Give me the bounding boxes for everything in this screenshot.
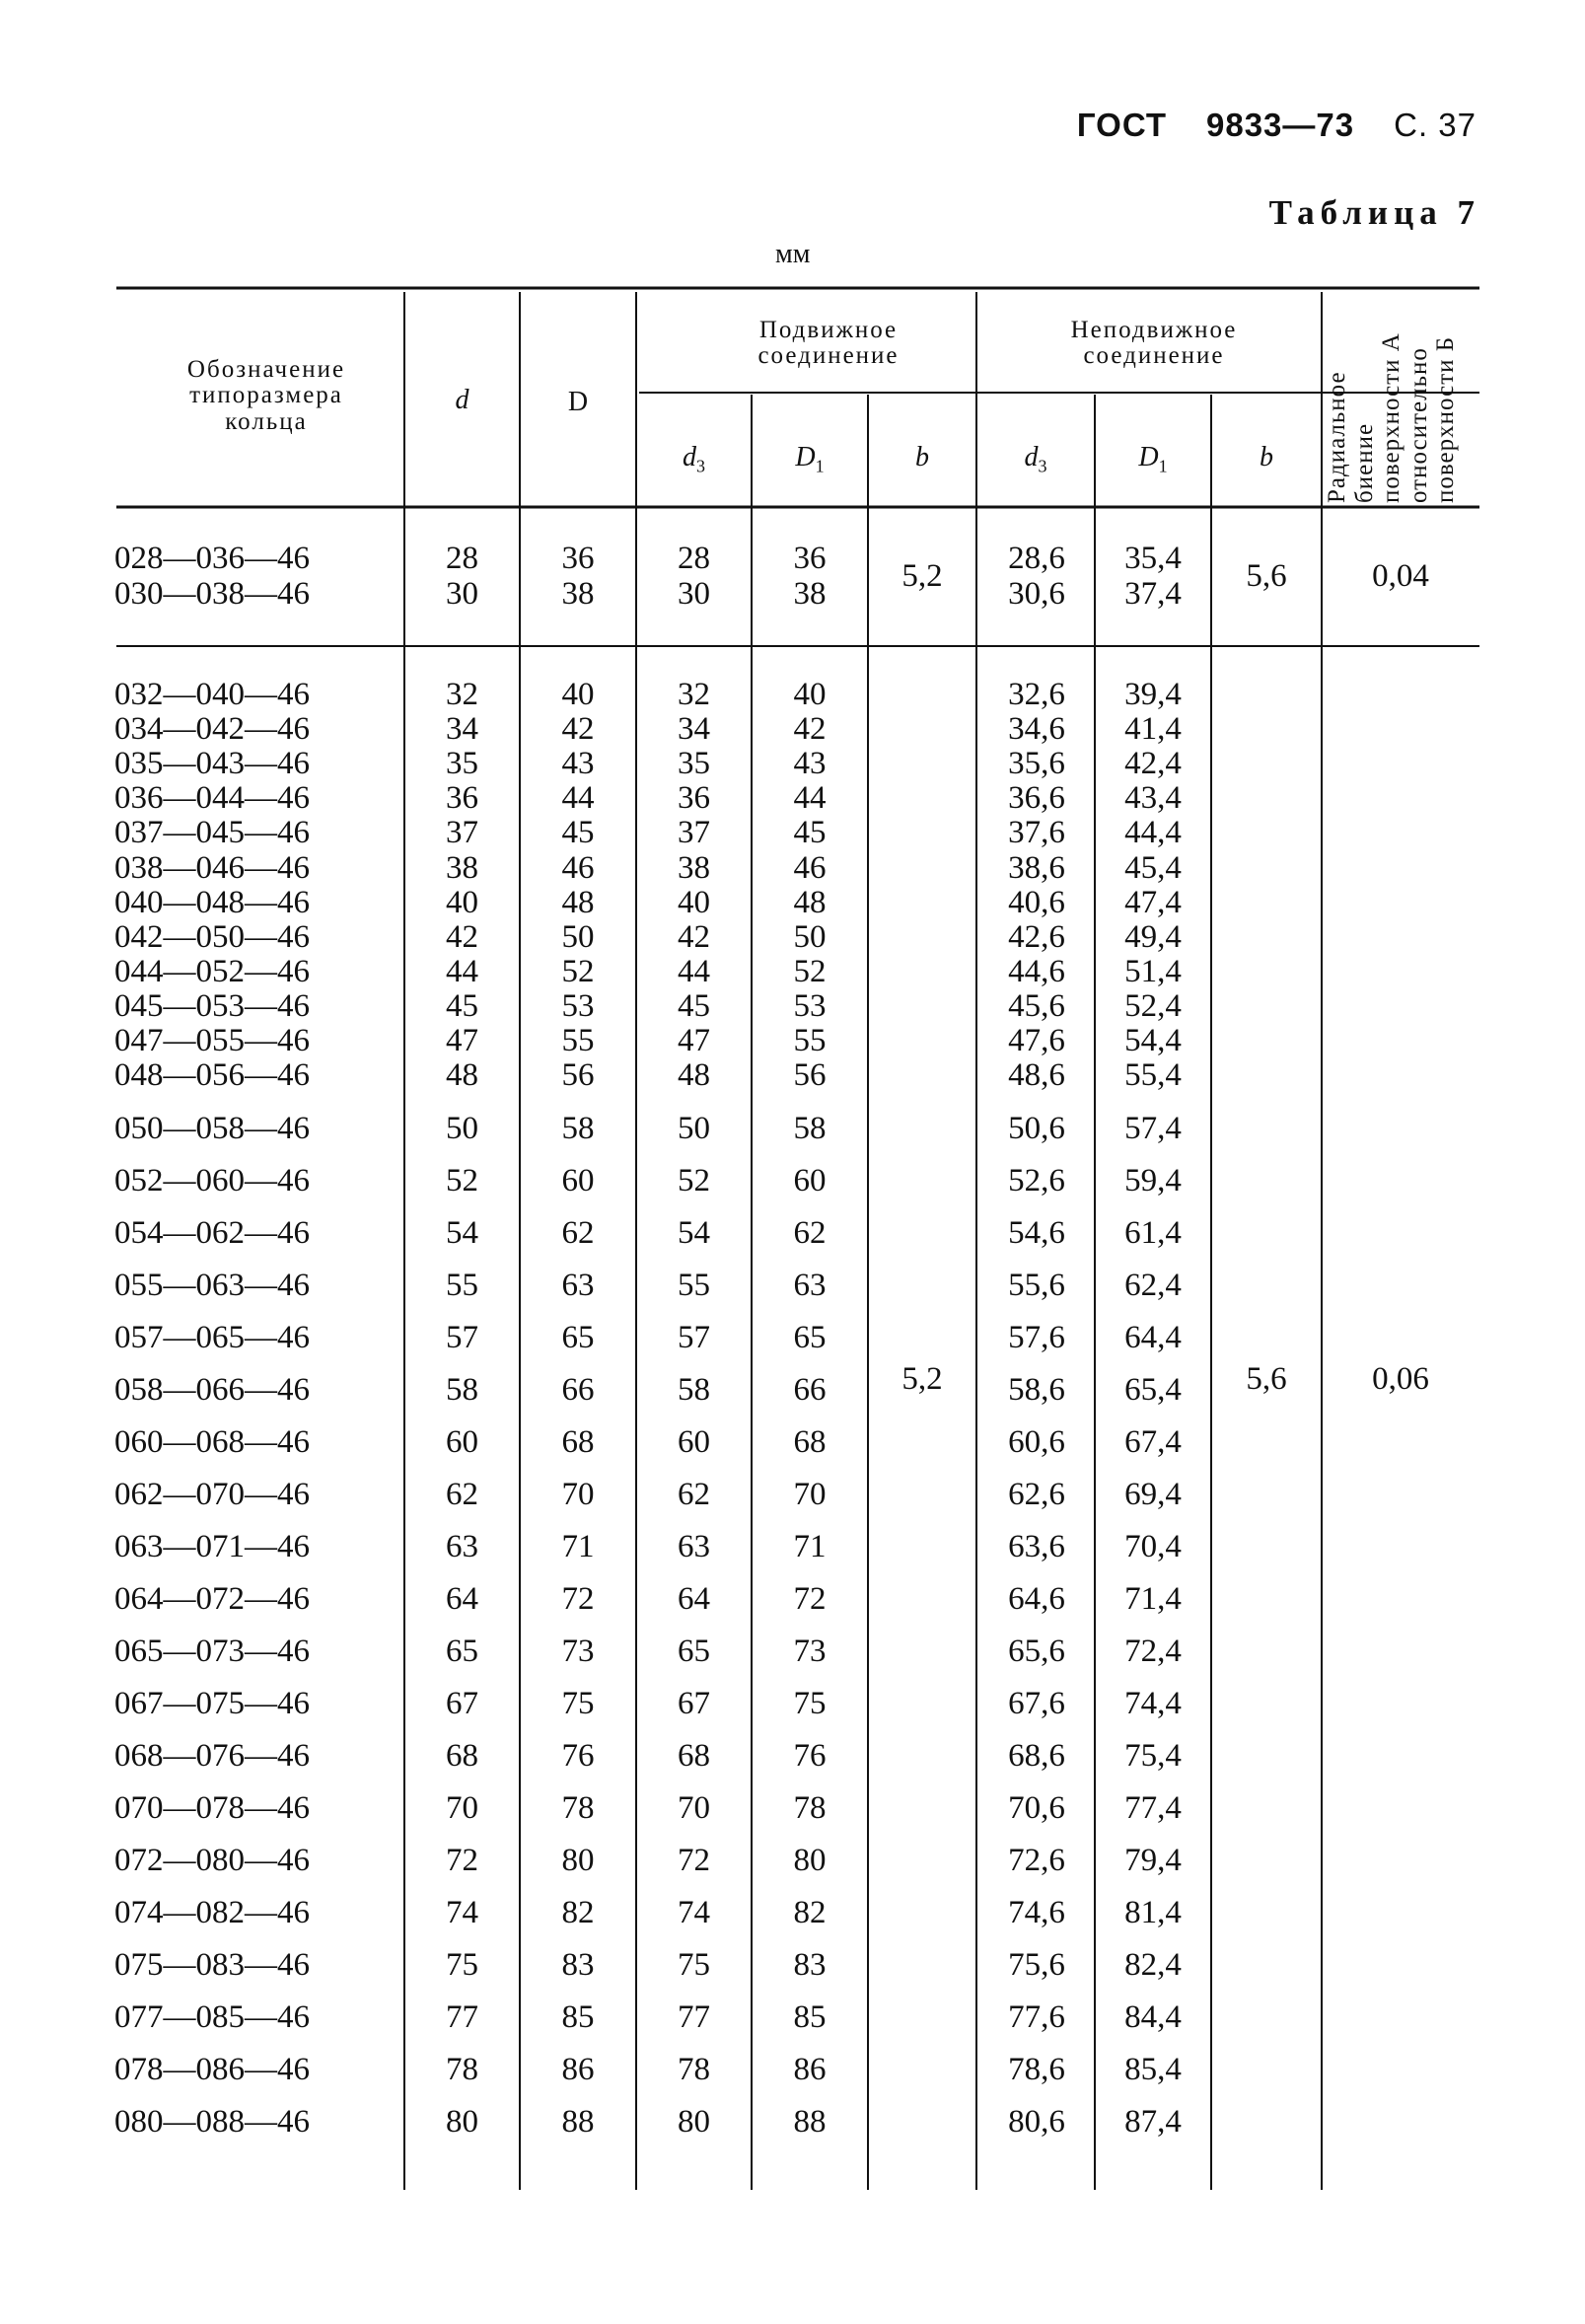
movable-D1-header: $D_1$ (795, 442, 825, 476)
table-cell-f-d3: 60,6 (1008, 1424, 1065, 1460)
table-cell-d: 65 (446, 1634, 478, 1669)
table-cell-D: 56 (561, 1057, 595, 1094)
table-cell-f-d3: 40,6 (1008, 884, 1065, 920)
table-cell-f-D1: 62,4 (1124, 1268, 1182, 1303)
table-cell-m-d3: 64 (678, 1581, 710, 1617)
table-cell-f-d3: 34,6 (1008, 711, 1065, 748)
table-cell-d: 78 (446, 2052, 478, 2087)
table-cell-designation: 077—085—46 (114, 1999, 310, 2035)
table-cell-designation: 075—083—46 (114, 1947, 310, 1983)
runout-value: 0,04 (1372, 558, 1429, 594)
table-cell-designation: 047—055—46 (114, 1023, 310, 1058)
table-cell-f-D1: 87,4 (1124, 2104, 1182, 2140)
table-cell-designation: 057—065—46 (114, 1320, 310, 1355)
movable-d3-header: $d_3$ (683, 442, 705, 476)
table-cell-f-D1: 69,4 (1124, 1477, 1182, 1512)
table-cell-D: 65 (561, 1320, 595, 1355)
table-cell-m-D1: 70 (793, 1477, 827, 1512)
table-cell-designation: 037—045—46 (114, 815, 310, 851)
table-cell-f-D1: 65,4 (1124, 1372, 1182, 1408)
table-cell-f-D1: 41,4 (1124, 711, 1182, 748)
table-cell-f-d3: 35,6 (1008, 746, 1065, 782)
table-cell-m-D1: 85 (793, 1999, 827, 2035)
table-cell-m-d3: 50 (678, 1111, 710, 1146)
d-column-header: d (455, 385, 469, 415)
table-cell-designation: 063—071—46 (114, 1529, 310, 1564)
table-cell-D: 85 (561, 1999, 595, 2035)
table-cell-D: 63 (561, 1268, 595, 1303)
table-cell-m-d3: 34 (678, 711, 710, 748)
table-cell-f-D1: 47,4 (1124, 884, 1182, 920)
table-cell-m-d3: 32 (678, 677, 710, 712)
table-cell-D: 50 (561, 918, 595, 955)
table-cell-d: 70 (446, 1790, 478, 1826)
table-cell-designation: 067—075—46 (114, 1686, 310, 1721)
table-cell-designation: 080—088—46 (114, 2104, 310, 2140)
table-cell-f-D1: 43,4 (1124, 780, 1182, 817)
table-cell-m-d3: 57 (678, 1320, 710, 1355)
table-cell-d: 28 (446, 541, 478, 576)
table-cell-m-d3: 72 (678, 1843, 710, 1878)
movable-b-value: 5,2 (901, 558, 943, 594)
table-cell-D: 38 (561, 576, 595, 612)
table-cell-f-D1: 81,4 (1124, 1895, 1182, 1930)
table-cell-m-d3: 70 (678, 1790, 710, 1826)
table-cell-f-D1: 79,4 (1124, 1843, 1182, 1878)
table-cell-D: 86 (561, 2052, 595, 2087)
table-cell-D: 72 (561, 1581, 595, 1617)
fixed-b-value: 5,6 (1246, 1361, 1287, 1397)
table-cell-designation: 064—072—46 (114, 1581, 310, 1617)
table-cell-m-D1: 83 (793, 1947, 827, 1983)
table-cell-designation: 060—068—46 (114, 1424, 310, 1460)
table-cell-m-d3: 48 (678, 1057, 710, 1094)
table-cell-designation: 070—078—46 (114, 1790, 310, 1826)
table-cell-d: 44 (446, 953, 478, 989)
table-cell-d: 54 (446, 1215, 478, 1251)
table-cell-m-d3: 60 (678, 1424, 710, 1460)
D-column-header: D (567, 387, 589, 417)
movable-group-header: Подвижное соединение (757, 317, 900, 370)
table-cell-f-D1: 84,4 (1124, 1999, 1182, 2035)
table-cell-m-D1: 66 (793, 1372, 827, 1408)
table-cell-D: 70 (561, 1477, 595, 1512)
table-cell-f-d3: 32,6 (1008, 677, 1065, 712)
table-cell-m-d3: 58 (678, 1372, 710, 1408)
table-cell-m-D1: 62 (793, 1215, 827, 1251)
table-cell-f-D1: 85,4 (1124, 2052, 1182, 2087)
table-cell-m-d3: 78 (678, 2052, 710, 2087)
table-cell-designation: 030—038—46 (114, 576, 310, 612)
table-cell-f-d3: 42,6 (1008, 918, 1065, 955)
table-cell-d: 67 (446, 1686, 478, 1721)
table-cell-m-D1: 56 (793, 1057, 827, 1094)
table-cell-d: 47 (446, 1023, 478, 1058)
table-cell-designation: 062—070—46 (114, 1477, 310, 1512)
table-cell-m-D1: 65 (793, 1320, 827, 1355)
table-cell-d: 40 (446, 884, 478, 920)
table-cell-f-d3: 64,6 (1008, 1581, 1065, 1617)
table-cell-f-d3: 48,6 (1008, 1057, 1065, 1094)
table-cell-f-D1: 54,4 (1124, 1023, 1182, 1058)
table-cell-f-D1: 64,4 (1124, 1320, 1182, 1355)
table-cell-f-d3: 80,6 (1008, 2104, 1065, 2140)
table-cell-d: 75 (446, 1947, 478, 1983)
table-cell-m-d3: 75 (678, 1947, 710, 1983)
table-cell-designation: 032—040—46 (114, 677, 310, 712)
table-cell-m-d3: 40 (678, 884, 710, 920)
table-cell-D: 73 (561, 1634, 595, 1669)
table-cell-d: 58 (446, 1372, 478, 1408)
table-cell-d: 77 (446, 1999, 478, 2035)
table-cell-D: 48 (561, 884, 595, 920)
table-cell-designation: 035—043—46 (114, 746, 310, 782)
page-number: С. 37 (1394, 107, 1477, 143)
units-label: мм (775, 239, 811, 269)
table-cell-D: 55 (561, 1023, 595, 1058)
runout-column-header: Радиальное биение поверхности А относительно поверхности Б (1324, 332, 1459, 503)
table-cell-D: 46 (561, 849, 595, 886)
fixed-D1-header: $D_1$ (1138, 442, 1168, 476)
table-cell-f-d3: 47,6 (1008, 1023, 1065, 1058)
table-cell-m-D1: 43 (793, 746, 827, 782)
table-cell-D: 83 (561, 1947, 595, 1983)
table-cell-f-D1: 72,4 (1124, 1634, 1182, 1669)
table-cell-f-D1: 37,4 (1124, 576, 1182, 612)
table-cell-d: 63 (446, 1529, 478, 1564)
table-cell-f-D1: 44,4 (1124, 815, 1182, 851)
table-cell-f-d3: 63,6 (1008, 1529, 1065, 1564)
table-cell-f-D1: 82,4 (1124, 1947, 1182, 1983)
table-cell-m-d3: 77 (678, 1999, 710, 2035)
table-cell-m-d3: 30 (678, 576, 710, 612)
table-cell-d: 68 (446, 1738, 478, 1774)
table-cell-m-D1: 72 (793, 1581, 827, 1617)
table-cell-D: 82 (561, 1895, 595, 1930)
table-cell-f-d3: 70,6 (1008, 1790, 1065, 1826)
table-cell-designation: 036—044—46 (114, 780, 310, 817)
table-cell-f-D1: 57,4 (1124, 1111, 1182, 1146)
table-cell-m-D1: 58 (793, 1111, 827, 1146)
table-cell-m-D1: 53 (793, 987, 827, 1024)
table-cell-m-D1: 86 (793, 2052, 827, 2087)
table-cell-D: 40 (561, 677, 595, 712)
table-cell-designation: 045—053—46 (114, 987, 310, 1024)
fixed-d3-header: $d_3$ (1024, 442, 1047, 476)
table-cell-m-D1: 75 (793, 1686, 827, 1721)
table-cell-f-d3: 44,6 (1008, 953, 1065, 989)
table-cell-m-d3: 62 (678, 1477, 710, 1512)
table-cell-D: 62 (561, 1215, 595, 1251)
table-cell-f-D1: 61,4 (1124, 1215, 1182, 1251)
table-cell-m-d3: 37 (678, 815, 710, 851)
table-cell-designation: 042—050—46 (114, 918, 310, 955)
table-cell-f-D1: 59,4 (1124, 1163, 1182, 1198)
table-cell-d: 42 (446, 918, 478, 955)
table-cell-D: 76 (561, 1738, 595, 1774)
table-cell-d: 50 (446, 1111, 478, 1146)
table-cell-m-d3: 63 (678, 1529, 710, 1564)
table-cell-f-d3: 74,6 (1008, 1895, 1065, 1930)
table-cell-m-D1: 82 (793, 1895, 827, 1930)
standard-number: 9833—73 (1206, 107, 1355, 143)
table-cell-f-d3: 57,6 (1008, 1320, 1065, 1355)
table-cell-designation: 065—073—46 (114, 1634, 310, 1669)
table-cell-D: 58 (561, 1111, 595, 1146)
table-cell-m-d3: 68 (678, 1738, 710, 1774)
table-cell-D: 68 (561, 1424, 595, 1460)
table-cell-f-d3: 50,6 (1008, 1111, 1065, 1146)
table-cell-designation: 078—086—46 (114, 2052, 310, 2087)
fixed-b-value: 5,6 (1246, 558, 1287, 594)
fixed-group-header: Неподвижное соединение (1070, 317, 1238, 370)
table-cell-f-D1: 55,4 (1124, 1057, 1182, 1094)
table-cell-designation: 052—060—46 (114, 1163, 310, 1198)
table-cell-m-D1: 60 (793, 1163, 827, 1198)
table-cell-f-d3: 28,6 (1008, 541, 1065, 576)
table-cell-D: 43 (561, 746, 595, 782)
table-cell-f-D1: 45,4 (1124, 849, 1182, 886)
table-cell-D: 75 (561, 1686, 595, 1721)
table-cell-designation: 034—042—46 (114, 711, 310, 748)
table-cell-d: 60 (446, 1424, 478, 1460)
table-title: Таблица 7 (1268, 193, 1480, 232)
table-cell-m-d3: 42 (678, 918, 710, 955)
table-cell-f-D1: 75,4 (1124, 1738, 1182, 1774)
table-cell-m-D1: 76 (793, 1738, 827, 1774)
table-cell-f-d3: 78,6 (1008, 2052, 1065, 2087)
table-cell-d: 35 (446, 746, 478, 782)
table-cell-m-d3: 54 (678, 1215, 710, 1251)
table-cell-d: 64 (446, 1581, 478, 1617)
table-cell-m-D1: 40 (793, 677, 827, 712)
table-cell-m-D1: 45 (793, 815, 827, 851)
table-cell-f-D1: 39,4 (1124, 677, 1182, 712)
table-cell-m-d3: 47 (678, 1023, 710, 1058)
table-cell-d: 45 (446, 987, 478, 1024)
table-cell-d: 55 (446, 1268, 478, 1303)
table-cell-D: 66 (561, 1372, 595, 1408)
table-cell-d: 62 (446, 1477, 478, 1512)
table-cell-designation: 074—082—46 (114, 1895, 310, 1930)
table-cell-f-d3: 36,6 (1008, 780, 1065, 817)
table-cell-m-D1: 50 (793, 918, 827, 955)
table-cell-d: 72 (446, 1843, 478, 1878)
table-cell-m-D1: 38 (793, 576, 827, 612)
standard-name: ГОСТ (1076, 107, 1167, 143)
table-cell-designation: 068—076—46 (114, 1738, 310, 1774)
table-cell-designation: 040—048—46 (114, 884, 310, 920)
table-cell-f-D1: 52,4 (1124, 987, 1182, 1024)
table-cell-designation: 054—062—46 (114, 1215, 310, 1251)
movable-b-header: b (915, 442, 929, 472)
table-cell-f-d3: 37,6 (1008, 815, 1065, 851)
table-cell-m-d3: 44 (678, 953, 710, 989)
table-cell-D: 52 (561, 953, 595, 989)
table-cell-designation: 055—063—46 (114, 1268, 310, 1303)
movable-b-value: 5,2 (901, 1361, 943, 1397)
table-cell-f-D1: 70,4 (1124, 1529, 1182, 1564)
table-cell-d: 38 (446, 849, 478, 886)
table-cell-f-d3: 65,6 (1008, 1634, 1065, 1669)
table-cell-m-D1: 44 (793, 780, 827, 817)
table-cell-m-D1: 55 (793, 1023, 827, 1058)
table-cell-f-D1: 74,4 (1124, 1686, 1182, 1721)
table-cell-designation: 038—046—46 (114, 849, 310, 886)
table-cell-f-D1: 67,4 (1124, 1424, 1182, 1460)
table-cell-d: 37 (446, 815, 478, 851)
table-cell-designation: 050—058—46 (114, 1111, 310, 1146)
table-cell-D: 42 (561, 711, 595, 748)
table-cell-f-d3: 30,6 (1008, 576, 1065, 612)
table-cell-m-d3: 45 (678, 987, 710, 1024)
table-cell-m-D1: 68 (793, 1424, 827, 1460)
table-cell-d: 30 (446, 576, 478, 612)
designation-column-header: Обозначение типоразмера кольца (186, 356, 346, 435)
table-cell-d: 32 (446, 677, 478, 712)
table-cell-m-d3: 65 (678, 1634, 710, 1669)
table-cell-f-d3: 58,6 (1008, 1372, 1065, 1408)
table-cell-m-D1: 46 (793, 849, 827, 886)
table-cell-designation: 048—056—46 (114, 1057, 310, 1094)
table-cell-m-d3: 74 (678, 1895, 710, 1930)
table-cell-D: 78 (561, 1790, 595, 1826)
table-cell-f-d3: 45,6 (1008, 987, 1065, 1024)
table-cell-d: 57 (446, 1320, 478, 1355)
table-cell-D: 88 (561, 2104, 595, 2140)
table-cell-f-d3: 52,6 (1008, 1163, 1065, 1198)
table-cell-D: 71 (561, 1529, 595, 1564)
table-cell-d: 52 (446, 1163, 478, 1198)
table-cell-f-d3: 62,6 (1008, 1477, 1065, 1512)
table-cell-d: 36 (446, 780, 478, 817)
table-cell-m-d3: 35 (678, 746, 710, 782)
table-cell-d: 80 (446, 2104, 478, 2140)
table-cell-m-D1: 80 (793, 1843, 827, 1878)
table-cell-f-D1: 42,4 (1124, 746, 1182, 782)
table-cell-designation: 072—080—46 (114, 1843, 310, 1878)
table-cell-m-d3: 67 (678, 1686, 710, 1721)
table-cell-designation: 058—066—46 (114, 1372, 310, 1408)
table-cell-f-d3: 67,6 (1008, 1686, 1065, 1721)
table-cell-f-D1: 51,4 (1124, 953, 1182, 989)
runout-value: 0,06 (1372, 1361, 1429, 1397)
table-cell-f-d3: 38,6 (1008, 849, 1065, 886)
table-cell-m-D1: 78 (793, 1790, 827, 1826)
table-cell-D: 80 (561, 1843, 595, 1878)
table-cell-m-d3: 52 (678, 1163, 710, 1198)
table-cell-m-D1: 73 (793, 1634, 827, 1669)
table-cell-m-D1: 52 (793, 953, 827, 989)
table-cell-m-d3: 36 (678, 780, 710, 817)
table-cell-f-d3: 72,6 (1008, 1843, 1065, 1878)
table-cell-f-d3: 55,6 (1008, 1268, 1065, 1303)
table-cell-m-D1: 88 (793, 2104, 827, 2140)
table-cell-m-D1: 36 (793, 541, 827, 576)
table-cell-f-d3: 75,6 (1008, 1947, 1065, 1983)
table-cell-D: 36 (561, 541, 595, 576)
table-cell-f-D1: 35,4 (1124, 541, 1182, 576)
table-cell-m-d3: 38 (678, 849, 710, 886)
table-cell-m-D1: 48 (793, 884, 827, 920)
table-cell-f-D1: 49,4 (1124, 918, 1182, 955)
table-cell-D: 44 (561, 780, 595, 817)
table-cell-m-D1: 63 (793, 1268, 827, 1303)
table-cell-d: 74 (446, 1895, 478, 1930)
table-cell-m-d3: 28 (678, 541, 710, 576)
table-cell-d: 34 (446, 711, 478, 748)
table-cell-f-D1: 71,4 (1124, 1581, 1182, 1617)
table-cell-m-D1: 71 (793, 1529, 827, 1564)
table-cell-D: 53 (561, 987, 595, 1024)
table-cell-m-d3: 55 (678, 1268, 710, 1303)
table-cell-f-D1: 77,4 (1124, 1790, 1182, 1826)
table-cell-designation: 044—052—46 (114, 953, 310, 989)
table-cell-D: 45 (561, 815, 595, 851)
fixed-b-header: b (1260, 442, 1273, 472)
table-cell-m-D1: 42 (793, 711, 827, 748)
table-cell-f-d3: 77,6 (1008, 1999, 1065, 2035)
table-cell-m-d3: 80 (678, 2104, 710, 2140)
table-cell-d: 48 (446, 1057, 478, 1094)
table-cell-f-d3: 68,6 (1008, 1738, 1065, 1774)
table-cell-f-d3: 54,6 (1008, 1215, 1065, 1251)
table-cell-D: 60 (561, 1163, 595, 1198)
table-cell-designation: 028—036—46 (114, 541, 310, 576)
